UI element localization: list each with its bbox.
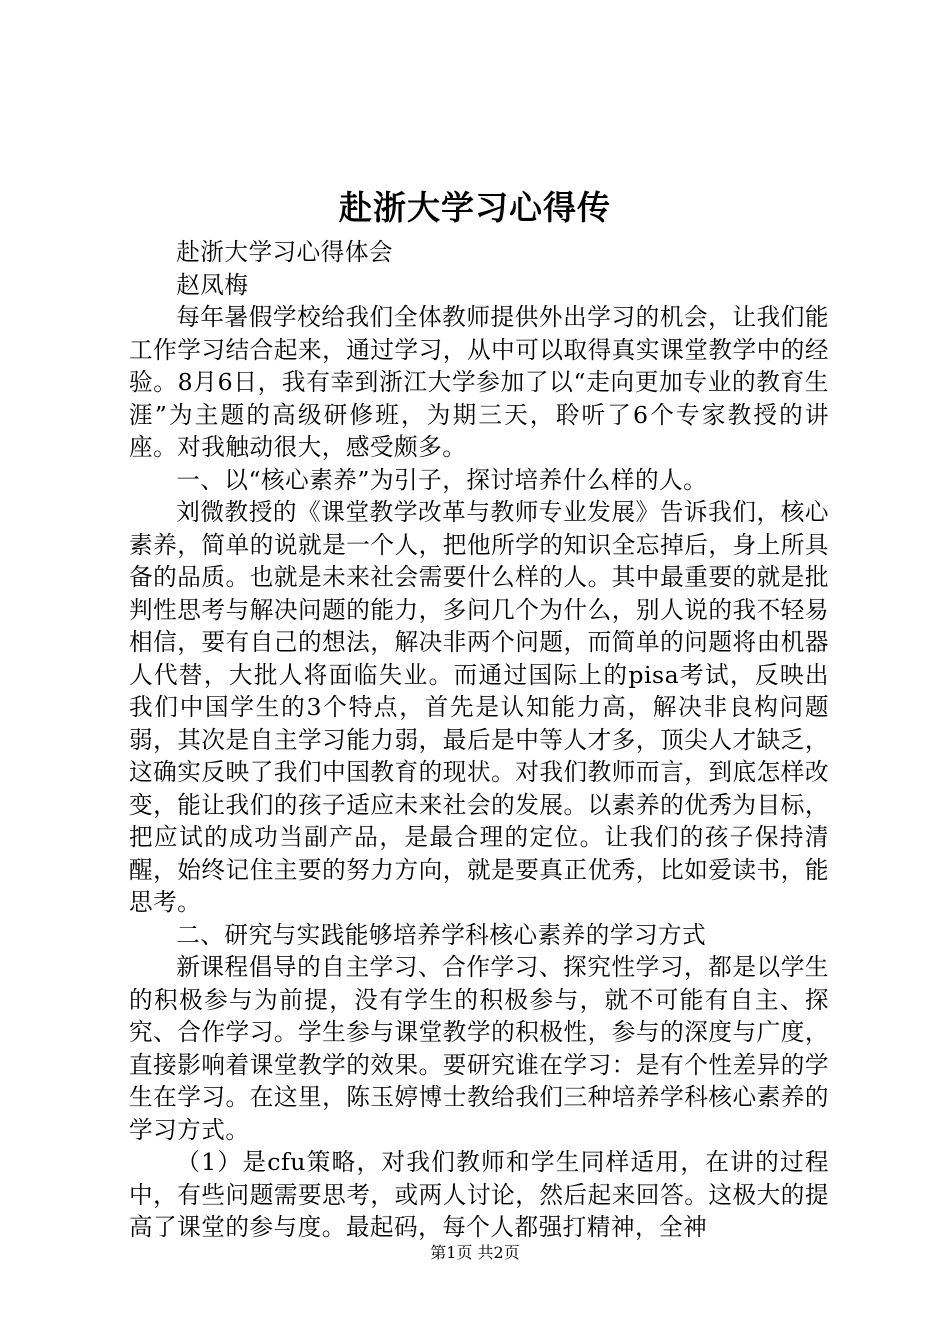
page-number-footer: 第1页 共2页 [430,1243,520,1262]
document-body [129,236,829,1244]
section-heading-1: 一、以“核心素养”为引子，探讨培养什么样的人。 [176,465,708,494]
paragraph-intro: 每年暑假学校给我们全体教师提供外出学习的机会，让我们能工作学习结合起来，通过学习，从中可以取得真实课堂教学中的经验。8月6日，我有幸到浙江大学参加了以“走向更加专业的教育生涯”为主题的高级研修班，为期三天，聆听了6个专家教授的讲座。对我触动很大，感受颇多。 [129,303,829,461]
paragraph-author: 赵凤梅 [176,270,249,299]
paragraph-item-1: （1）是cfu策略，对我们教师和学生同样适用，在讲的过程中，有些问题需要思考，或两人讨论，然后起来回答。这极大的提高了课堂的参与度。最起码，每个人都强打精神，全神 [129,1148,829,1241]
paragraph-subtitle: 赴浙大学习心得体会 [176,238,394,266]
paragraph-section-2: 新课程倡导的自主学习、合作学习、探究性学习，都是以学生的积极参与为前提，没有学生的积极参与，就不可能有自主、探究、合作学习。学生参与课堂教学的积极性，参与的深度与广度，直接影响着课堂教学的效果。要研究谁在学习：是有个性差异的学生在学习。在这里，陈玉婷博士教给我们三种培养学科核心素养的学习方式。 [129,953,829,1144]
section-heading-2: 二、研究与实践能够培养学科核心素养的学习方式 [176,920,707,949]
paragraph-section-1: 刘微教授的《课堂教学改革与教师专业发展》告诉我们，核心素养，简单的说就是一个人，把他所学的知识全忘掉后，身上所具备的品质。也就是未来社会需要什么样的人。其中最重要的就是批判性思考与解决问题的能力，多问几个为什么，别人说的我不轻易相信，要有自己的想法，解决非两个问题，而简单的问题将由机器人代替，大批人将面临失业。而通过国际上的pisa考试，反映出我们中国学生的3个特点，首先是认知能力高，解决非良构问题弱，其次是自主学习能力弱，最后是中等人才多，顶尖人才缺乏，这确实反映了我们中国教育的现状。对我们教师而言，到底怎样改变，能让我们的孩子适应未来社会的发展。以素养的优秀为目标，把应试的成功当副产品，是最合理的定位。让我们的孩子保持清醒，始终记住主要的努力方向，就是要真正优秀，比如爱读书，能思考。 [129,498,829,916]
document-title: 赴浙大学习心得传 [339,188,611,227]
